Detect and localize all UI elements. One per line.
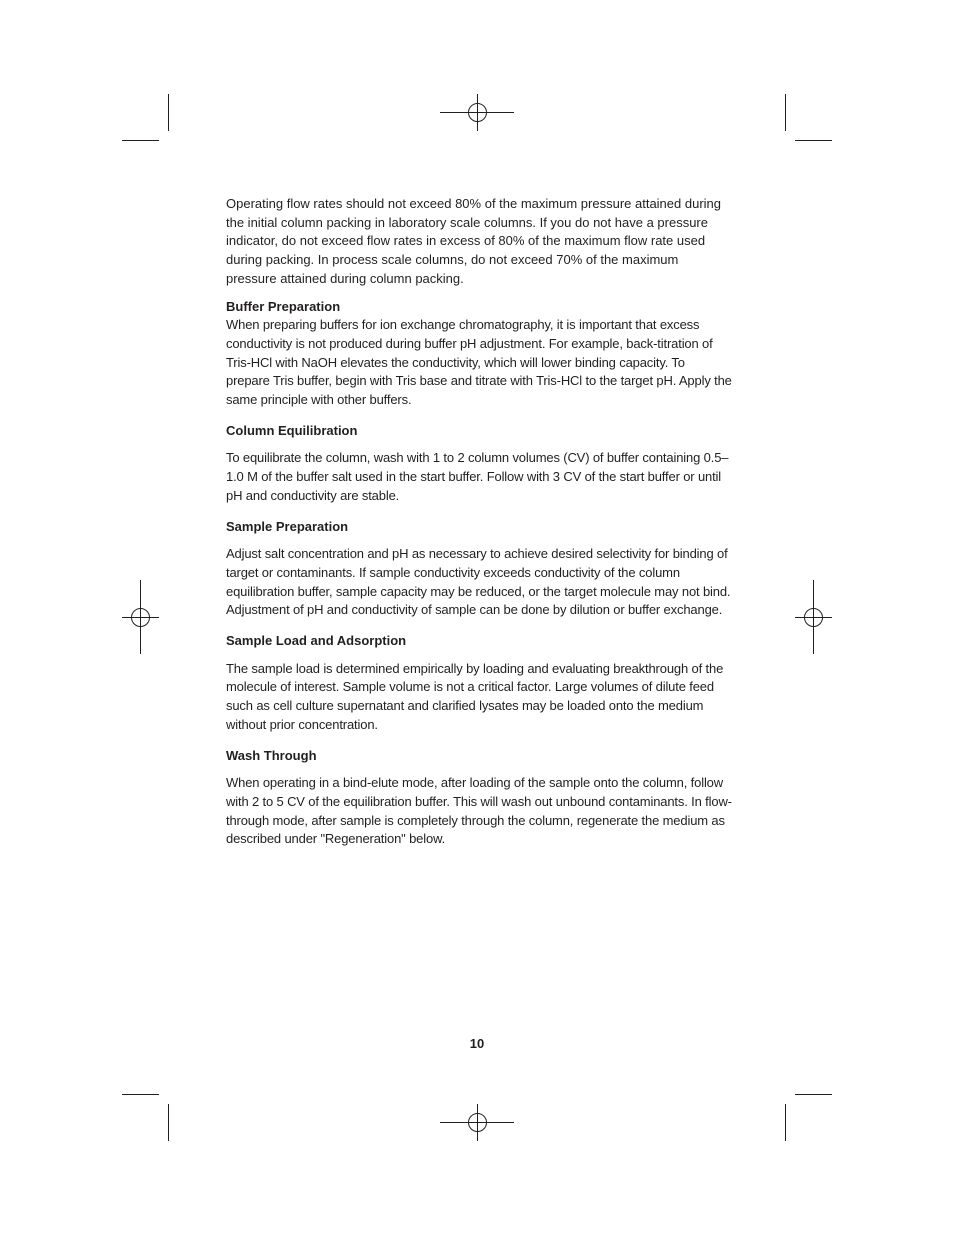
section-heading: Buffer Preparation xyxy=(226,298,341,314)
section-heading: Wash Through xyxy=(226,747,317,763)
section-buffer-preparation xyxy=(226,298,732,410)
page-number: 10 xyxy=(469,1036,485,1051)
section-heading: Sample Load and Adsorption xyxy=(226,633,407,649)
section-body: To equilibrate the column, wash with 1 to 2 column volumes (CV) of buffer containing 0.5–1.0 M of the buffer salt used in the start buffer. Follow with 3 CV of the start buffer or until pH and conductivity are stable. xyxy=(226,450,729,503)
section-body: Adjust salt concentration and pH as necessary to achieve desired selectivity for binding of target or contaminants. If sample conductivity exceeds conductivity of the column equilibration buffer, sample capacity may be reduced, or the target molecule may not bind. Adjustment of pH and conductivity of sample can be done by dilution or buffer exchange. xyxy=(226,546,731,618)
registration-mark-left xyxy=(122,580,159,654)
page-body xyxy=(226,195,732,849)
section-heading: Sample Preparation xyxy=(226,518,349,534)
section-heading: Column Equilibration xyxy=(226,422,358,438)
registration-mark-top xyxy=(440,94,514,131)
section-sample-preparation xyxy=(226,518,732,621)
section-wash-through xyxy=(226,747,732,850)
section-body: The sample load is determined empirically by loading and evaluating breakthrough of the molecule of interest. Sample volume is not a critical factor. Large volumes of dilute feed such as cell culture supernatant and clarified lysates may be loaded onto the medium without prior concentration. xyxy=(226,660,724,732)
section-body: When operating in a bind-elute mode, after loading of the sample onto the column, follow with 2 to 5 CV of the equilibration buffer. This will wash out unbound contaminants. In flow-through mode, after sample is completely through the column, regenerate the medium as described under "Regeneration" below. xyxy=(226,775,732,847)
section-body: When preparing buffers for ion exchange chromatography, it is important that excess conductivity is not produced during buffer pH adjustment. For example, back-titration of Tris-HCl with NaOH elevates the conductivity, which will lower binding capacity. To prepare Tris buffer, begin with Tris base and titrate with Tris-HCl to the target pH. Apply the same principle with other buffers. xyxy=(226,317,732,408)
registration-mark-bottom xyxy=(440,1104,514,1141)
intro-paragraph: Operating flow rates should not exceed 80% of the maximum pressure attained during the initial column packing in laboratory scale columns. If you do not have a pressure indicator, do not exceed flow rates in excess of 80% of the maximum flow rate used during packing. In process scale columns, do not exceed 70% of the maximum pressure attained during column packing. xyxy=(226,196,721,286)
registration-mark-right xyxy=(795,580,832,654)
section-sample-load-and-adsorption xyxy=(226,632,732,735)
section-column-equilibration xyxy=(226,422,732,506)
